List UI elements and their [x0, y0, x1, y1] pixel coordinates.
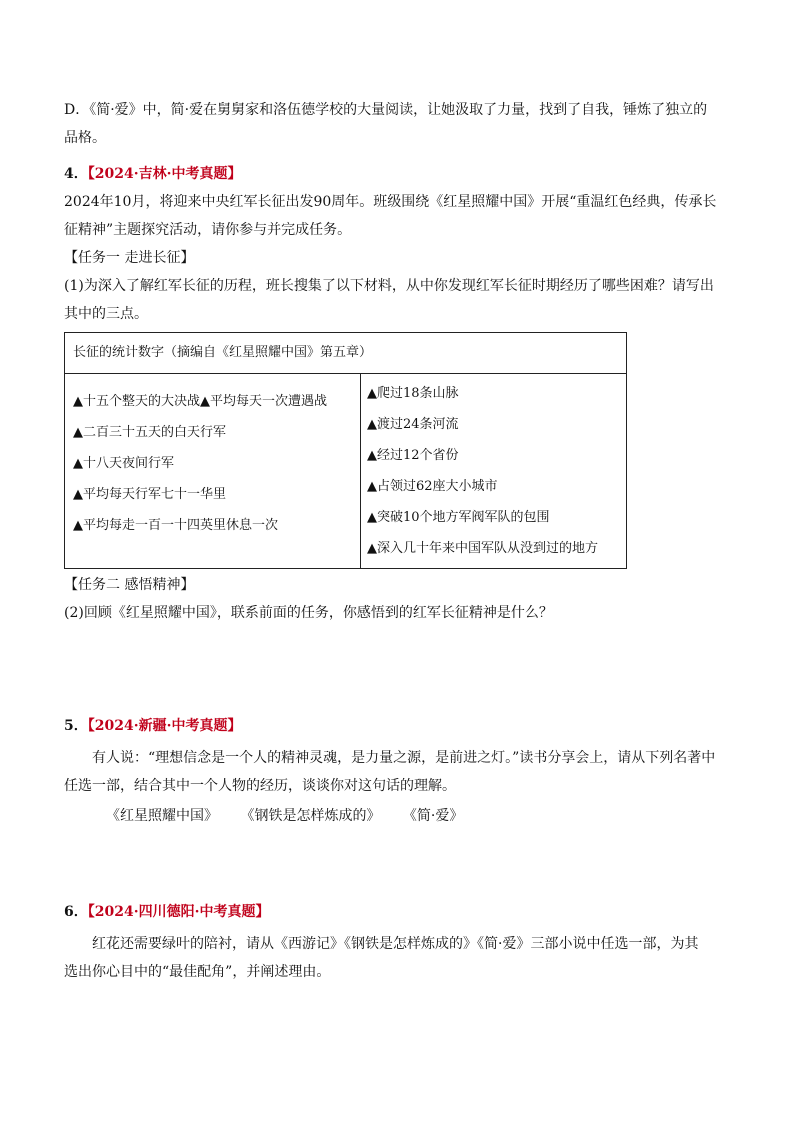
book-title: 《钢铁是怎样炼成的》	[240, 808, 381, 824]
question-6	[64, 898, 730, 986]
option-d-line-1: D．《简·爱》中，简·爱在舅舅家和洛伍德学校的大量阅读，让她汲取了力量，找到了自我，锤炼了独立的	[64, 102, 708, 118]
table-cell: ▲渡过24条河流	[367, 417, 459, 432]
table-cell: ▲深入几十年来中国军队从没到过的地方	[367, 541, 598, 556]
table-right-column	[361, 374, 626, 568]
question-6-text-line-1: 红花还需要绿叶的陪衬，请从《西游记》《钢铁是怎样炼成的》《简·爱》三部小说中任选一部，为其	[92, 936, 699, 952]
table-cell: ▲经过12个省份	[367, 448, 459, 463]
table-cell: ▲十五个整天的大决战▲平均每天一次遭遇战	[73, 394, 327, 409]
question-4-intro-line-1: 2024年10月，将迎来中央红军长征出发90周年。班级围绕《红星照耀中国》开展“重温红色经典，传承长	[64, 194, 717, 210]
table-left-column	[65, 374, 361, 568]
task-2-question: (2)回顾《红星照耀中国》，联系前面的任务，你感悟到的红军长征精神是什么？	[64, 605, 553, 621]
table-cell: ▲十八天夜间行军	[73, 456, 174, 471]
question-4-intro-line-2: 征精神”主题探究活动，请你参与并完成任务。	[64, 222, 352, 238]
question-5	[64, 712, 730, 830]
question-5-header	[64, 712, 730, 740]
book-title: 《红星照耀中国》	[106, 808, 218, 824]
question-source: 【2024·吉林·中考真题】	[87, 166, 242, 182]
question-4-header	[64, 160, 730, 188]
question-source: 【2024·新疆·中考真题】	[87, 718, 242, 734]
table-cell: ▲占领过62座大小城市	[367, 479, 498, 494]
book-list	[64, 802, 730, 830]
task-1-title: 【任务一 走进长征】	[64, 250, 195, 266]
table-cell: ▲突破10个地方军阀军队的包围	[367, 510, 550, 525]
table-body	[65, 374, 626, 568]
question-3-option-d	[64, 96, 707, 152]
question-number: 6．	[64, 904, 88, 920]
question-number: 4．	[64, 166, 88, 182]
table-header: 长征的统计数字（摘编自《红星照耀中国》第五章）	[65, 333, 626, 374]
question-number: 5．	[64, 718, 88, 734]
question-5-text-line-2: 任选一部，结合其中一个人物的经历，谈谈你对这句话的理解。	[64, 778, 456, 794]
task-1-question-line-2: 其中的三点。	[64, 306, 148, 322]
question-6-header	[64, 898, 730, 926]
question-5-text-line-1: 有人说：“理想信念是一个人的精神灵魂，是力量之源，是前进之灯。”读书分享会上，请从下列名著中	[92, 750, 716, 766]
question-4	[64, 160, 730, 627]
table-cell: ▲二百三十五天的白天行军	[73, 425, 226, 440]
book-title: 《简·爱》	[402, 808, 464, 824]
long-march-stats-table	[64, 332, 627, 569]
task-1-question-line-1: (1)为深入了解红军长征的历程，班长搜集了以下材料，从中你发现红军长征时期经历了哪些困难？请写出	[64, 278, 714, 294]
option-d-line-2: 品格。	[64, 130, 106, 146]
table-cell: ▲爬过18条山脉	[367, 386, 459, 401]
question-source: 【2024·四川德阳·中考真题】	[87, 904, 270, 920]
question-6-text-line-2: 选出你心目中的“最佳配角”，并阐述理由。	[64, 964, 331, 980]
table-cell: ▲平均每天行军七十一华里	[73, 487, 226, 502]
task-2-title: 【任务二 感悟精神】	[64, 577, 195, 593]
table-cell: ▲平均每走一百一十四英里休息一次	[73, 518, 278, 533]
